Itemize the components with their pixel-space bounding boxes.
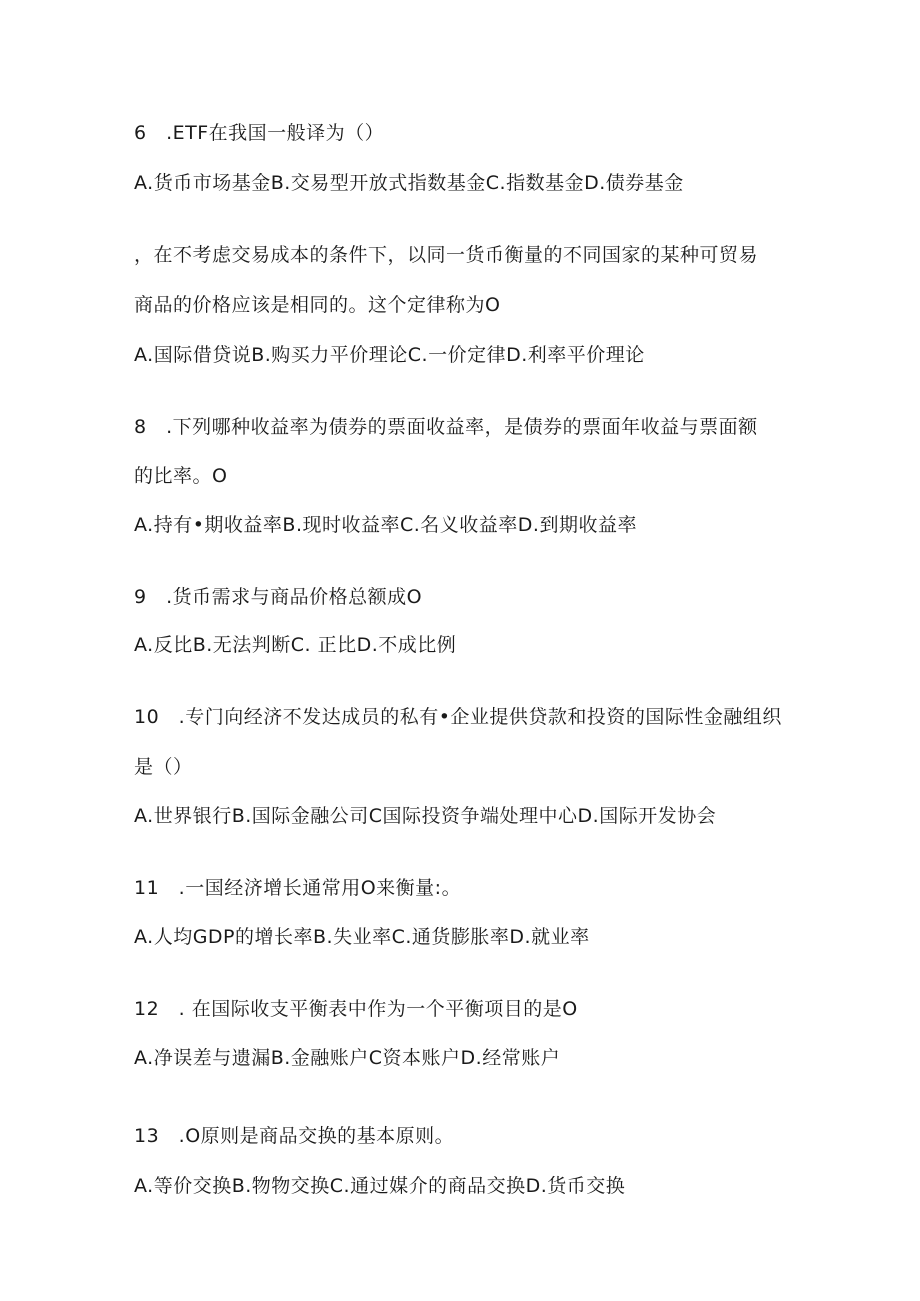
question-7-line-2: 商品的价格应该是相同的。这个定律称为O: [134, 294, 501, 316]
question-8-line-1: 8 .下列哪种收益率为债券的票面收益率，是债券的票面年收益与票面额: [134, 416, 758, 438]
question-10-options: A.世界银行B.国际金融公司C国际投资争端处理中心D.国际开发协会: [134, 805, 717, 827]
question-10-line-1: 10 .专门向经济不发达成员的私有•企业提供贷款和投资的国际性金融组织: [134, 706, 782, 728]
question-10-line-2: 是（）: [134, 756, 193, 778]
question-7-line-1: ，在不考虑交易成本的条件下，以同一货币衡量的不同国家的某种可贸易: [134, 244, 759, 266]
question-12-options: A.净误差与遗漏B.金融账户C资本账户D.经常账户: [134, 1047, 561, 1069]
question-7-options: A.国际借贷说B.购买力平价理论C.一价定律D.利率平价理论: [134, 344, 645, 366]
question-6-options: A.货币市场基金B.交易型开放式指数基金C.指数基金D.债券基金: [134, 172, 684, 194]
question-9: 9 .货币需求与商品价格总额成O: [134, 586, 423, 608]
question-11-options: A.人均GDP的增长率B.失业率C.通货膨胀率D.就业率: [134, 926, 590, 948]
question-6: 6 .ETF在我国一般译为（）: [134, 122, 385, 144]
question-13: 13 .O原则是商品交换的基本原则。: [134, 1125, 455, 1147]
question-8-options: A.持有•期收益率B.现时收益率C.名义收益率D.到期收益率: [134, 514, 637, 536]
question-11: 11 .一国经济增长通常用O来衡量:。: [134, 877, 462, 899]
question-13-options: A.等价交换B.物物交换C.通过媒介的商品交换D.货币交换: [134, 1175, 626, 1197]
question-8-line-2: 的比率。O: [134, 465, 228, 487]
question-9-options: A.反比B.无法判断C. 正比D.不成比例: [134, 634, 457, 656]
question-12: 12 . 在国际收支平衡表中作为一个平衡项目的是O: [134, 998, 578, 1020]
